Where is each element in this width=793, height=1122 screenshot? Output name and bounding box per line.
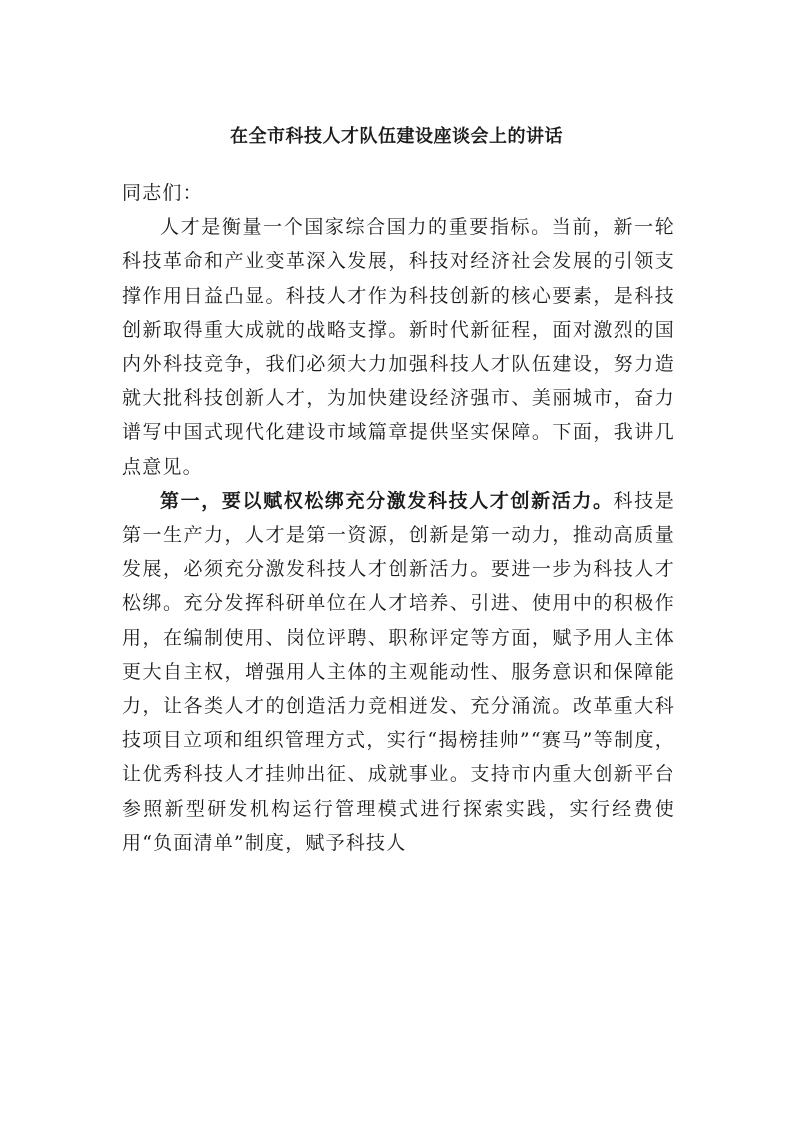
paragraph-text: 科技是第一生产力，人才是第一资源，创新是第一动力，推动高质量发展，必须充分激发科技人才创新活力。要进一步为科技人才松绑。充分发挥科研单位在人才培养、引进、使用中的积极作用，在编制使用、岗位评聘、职称评定等方面，赋予用人主体更大自主权，增强用人主体的主观能动性、服务意识和保障能力，让各类人才的创造活力竞相迸发、充分涌流。改革重大科技项目立项和组织管理方式，实行“揭榜挂帅”“赛马”等制度，让优秀科技人才挂帅出征、成就事业。支持市内重大创新平台参照新型研发机构运行管理模式进行探索实践，实行经费使用“负面清单”制度，赋予科技人 (122, 489, 675, 854)
salutation: 同志们： (122, 182, 203, 204)
document-body (122, 176, 675, 860)
paragraph-heading: 第一，要以赋权松绑充分激发科技人才创新活力。 (160, 489, 614, 512)
paragraph-intro: 人才是衡量一个国家综合国力的重要指标。当前，新一轮科技革命和产业变革深入发展，科技对经济社会发展的引领支撑作用日益凸显。科技人才作为科技创新的核心要素，是科技创新取得重大成就的战略支撑。新时代新征程，面对激烈的国内外科技竞争，我们必须大力加强科技人才队伍建设，努力造就大批科技创新人才，为加快建设经济强市、美丽城市，奋力谱写中国式现代化建设市域篇章提供坚实保障。下面，我讲几点意见。 (122, 216, 675, 478)
document-title: 在全市科技人才队伍建设座谈会上的讲话 (230, 126, 563, 147)
paragraph-first-point (122, 484, 675, 860)
